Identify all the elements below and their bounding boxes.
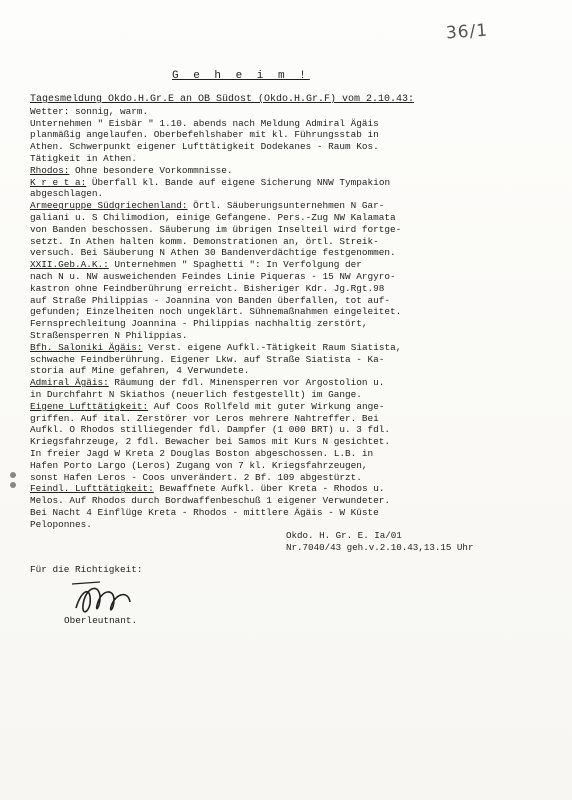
report-line: In freier Jagd W Kreta 2 Douglas Boston abgeschossen. L.B. in [30, 447, 374, 459]
signatory-rank: Oberleutnant. [64, 615, 138, 626]
section-label: Eigene Lufttätigkeit: [30, 400, 149, 412]
report-line: schwache Feindberührung. Eigener Lkw. auf Straße Siatista - Ka- [30, 353, 385, 365]
section-line [30, 165, 500, 177]
section-line [30, 342, 500, 354]
report-line: Fernsprechleitung Joannina - Philippias nachhaltig zerstört, [30, 318, 368, 330]
report-title: Tagesmeldung Okdo.H.Gr.E an OB Südost (Okdo.H.Gr.F) vom 2.10.43: [30, 94, 415, 105]
report-line: Wetter: sonnig, warm. [30, 105, 149, 117]
report-line: Peloponnes. [30, 518, 92, 530]
section-text: Verst. eigene Aufkl.-Tätigkeit Raum Siatista, [142, 341, 402, 353]
report-line: von Banden beschossen. Säuberung im übrigen Inselteil wird fortge- [30, 223, 402, 235]
folio-number: 36/1 [445, 20, 489, 44]
section-label: Admiral Ägäis: [30, 377, 109, 389]
section-line [30, 483, 500, 495]
punch-hole-marks [6, 470, 20, 490]
section-text: Bewaffnete Aufkl. über Kreta - Rhodos u. [153, 483, 385, 495]
section-label: Feindl. Lufttätigkeit: [30, 483, 154, 495]
report-line: Bei Nacht 4 Einflüge Kreta - Rhodos - mittlere Ägäis - W Küste [30, 506, 379, 518]
section-line [30, 259, 500, 271]
report-line: Melos. Auf Rhodos durch Bordwaffenbeschuß 1 eigener Verwundeter. [30, 495, 391, 507]
report-line: planmäßig angelaufen. Oberbefehlshaber mit kl. Führungsstab in [30, 129, 379, 141]
report-line: sonst Hafen Leros - Coos unverändert. 2 Bf. 109 abgestürzt. [30, 471, 362, 483]
report-body [30, 94, 500, 530]
report-line: Tätigkeit in Athen. [30, 152, 137, 164]
report-line: abgeschlagen. [30, 188, 104, 200]
report-line: galiani u. S Chilimodion, einige Gefangene. Pers.-Zug NW Kalamata [30, 211, 396, 223]
report-line: Kriegsfahrzeuge, 2 fdl. Bewacher bei Samos mit Kurs N gesichtet. [30, 436, 391, 448]
report-line: auf Straße Philippias - Joannina von Banden überfallen, tot auf- [30, 294, 391, 306]
section-line [30, 377, 500, 389]
section-label: Bfh. Saloniki Ägäis: [30, 341, 143, 353]
report-line: Athen. Schwerpunkt eigener Lufttätigkeit Dodekanes - Raum Kos. [30, 141, 379, 153]
stamp-line-1: Okdo. H. Gr. E. Ia/01 [286, 530, 402, 541]
attestation-line: Für die Richtigkeit: [30, 564, 143, 575]
report-line: Aufkl. O Rhodos stilliegender fdl. Dampfer (1 000 BRT) u. 3 fdl. [30, 424, 391, 436]
report-line: Unternehmen " Eisbär " 1.10. abends nach Meldung Admiral Ägäis [30, 117, 379, 129]
section-label: Rhodos: [30, 164, 70, 176]
section-label: K r e t a: [30, 176, 87, 188]
stamp-line-2: Nr.7040/43 geh.v.2.10.43,13.15 Uhr [286, 542, 474, 553]
section-text: Unternehmen " Spaghetti ": In Verfolgung der [108, 259, 362, 271]
section-text: Überfall kl. Bande auf eigene Sicherung NNW Tympakion [86, 176, 391, 188]
report-line: nach N u. NW ausweichenden Feindes Linie Piqueras - 15 NW Argyro- [30, 270, 396, 282]
section-text: Ohne besondere Vorkommnisse. [69, 164, 233, 176]
report-line: versuch. Bei Säuberung N Athen 30 Bandenverdächtige festgenommen. [30, 247, 396, 259]
report-line: griffen. Auf ital. Zerstörer vor Leros mehrere Nahtreffer. Bei [30, 412, 379, 424]
section-line [30, 200, 500, 212]
section-label: Armeegruppe Südgriechenland: [30, 200, 188, 212]
section-line [30, 177, 500, 189]
classification-heading: G e h e i m ! [172, 70, 310, 82]
report-line: Hafen Porto Largo (Leros) Zugang von 7 kl. Kriegsfahrzeugen, [30, 459, 368, 471]
report-line: setzt. In Athen halten komm. Demonstrationen an, örtl. Streik- [30, 235, 379, 247]
section-label: XXII.Geb.A.K.: [30, 259, 109, 271]
report-line: Straßensperren N Philippias. [30, 329, 188, 341]
reference-stamp [286, 530, 473, 554]
report-line: kastron ohne Feindberührung erreicht. Bisheriger Kdr. Jg.Rgt.98 [30, 282, 385, 294]
report-line: gefunden; Einzelheiten noch ungeklärt. Sühnemaßnahmen eingeleitet. [30, 306, 402, 318]
report-line: in Durchfahrt N Skiathos (neuerlich festgestellt) im Gange. [30, 388, 362, 400]
report-line: storia auf Mine gefahren, 4 Verwundete. [30, 365, 250, 377]
section-text: Auf Coos Rollfeld mit guter Wirkung ange- [148, 400, 385, 412]
section-text: Örtl. Säuberungsunternehmen N Gar- [187, 200, 385, 212]
section-text: Räumung der fdl. Minensperren vor Argostolion u. [108, 377, 385, 389]
section-line [30, 401, 500, 413]
handwritten-signature [70, 578, 150, 620]
